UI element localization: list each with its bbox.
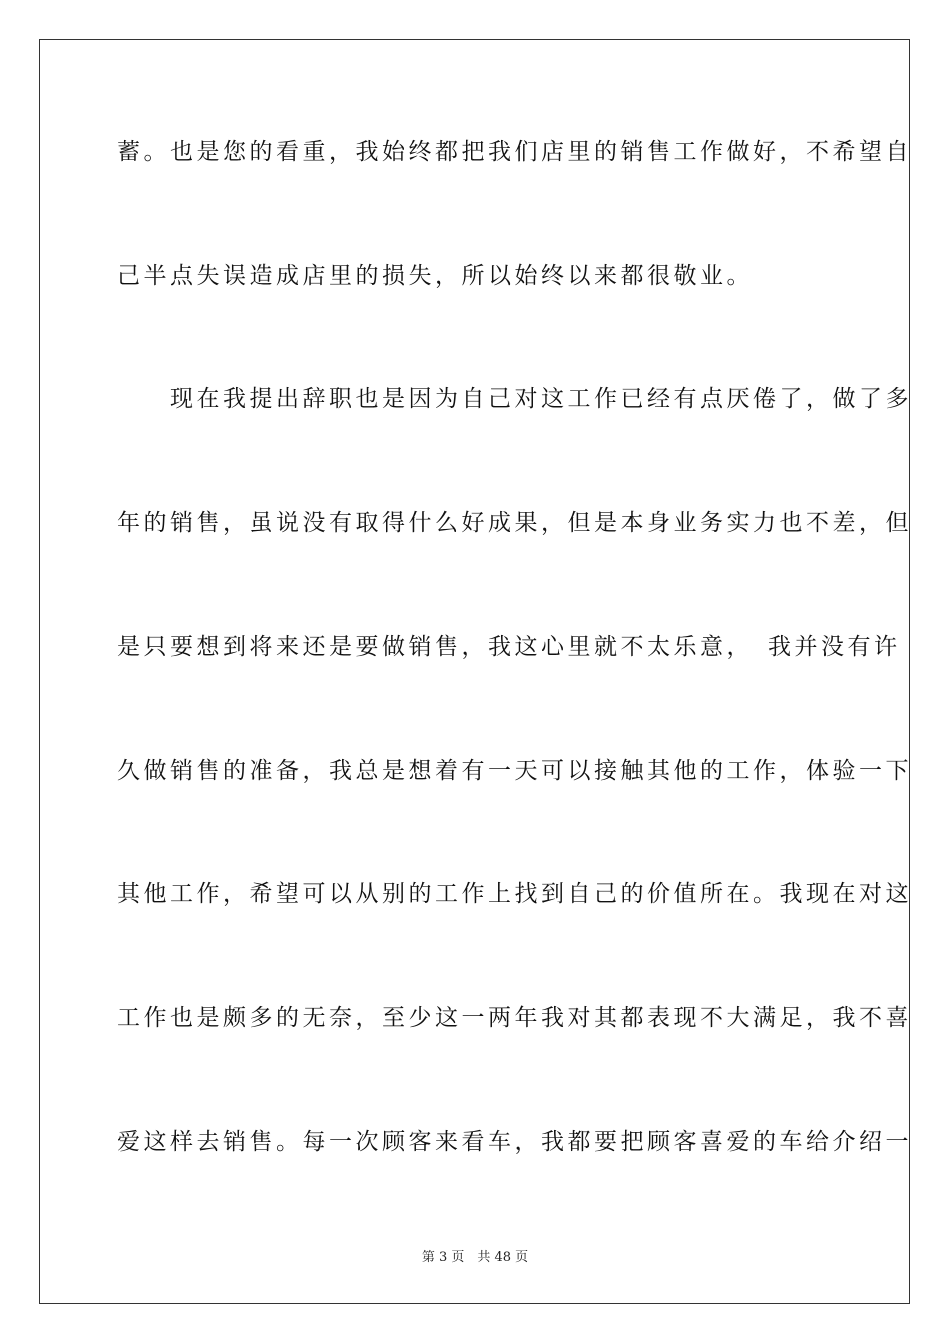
text-line-4: 年的销售，虽说没有取得什么好成果，但是本身业务实力也不差，但 [117, 510, 912, 536]
text-line-9: 爱这样去销售。每一次顾客来看车，我都要把顾客喜爱的车给介绍一 [117, 1129, 912, 1155]
text-line-7: 其他工作，希望可以从别的工作上找到自己的价值所在。我现在对这 [117, 881, 912, 907]
text-line-8: 工作也是颇多的无奈，至少这一两年我对其都表现不大满足，我不喜 [117, 1005, 912, 1031]
text-line-1: 蓄。也是您的看重，我始终都把我们店里的销售工作做好，不希望自 [117, 139, 912, 165]
page-number-footer: 第 3 页 共 48 页 [421, 1250, 529, 1265]
text-line-3: 现在我提出辞职也是因为自己对这工作已经有点厌倦了，做了多 [117, 386, 912, 412]
text-line-5: 是只要想到将来还是要做销售，我这心里就不太乐意， 我并没有许 [117, 634, 901, 660]
page-border [39, 39, 910, 1304]
text-line-2: 己半点失误造成店里的损失，所以始终以来都很敬业。 [117, 263, 753, 289]
text-line-6: 久做销售的准备，我总是想着有一天可以接触其他的工作，体验一下 [117, 758, 912, 784]
